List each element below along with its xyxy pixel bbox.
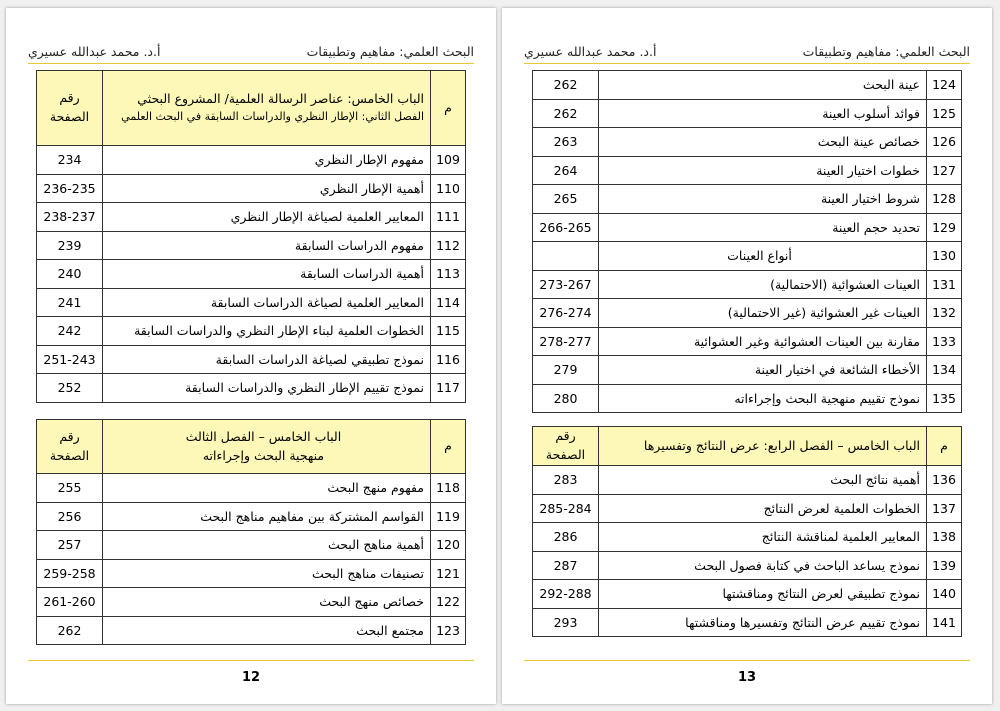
page-left <box>6 8 496 704</box>
header-rule <box>524 63 970 64</box>
entry-number: 132 <box>927 299 962 328</box>
entry-number: 140 <box>927 580 962 609</box>
toc-table <box>36 419 466 645</box>
col-header-title <box>103 420 431 474</box>
entry-page: 264 <box>533 156 599 185</box>
entry-title: أهمية الإطار النظري <box>103 174 431 203</box>
entry-number: 110 <box>431 174 466 203</box>
toc-row <box>533 299 962 328</box>
toc-header-row <box>533 427 962 466</box>
entry-number: 123 <box>431 616 466 645</box>
entry-number: 127 <box>927 156 962 185</box>
entry-page <box>533 242 599 271</box>
entry-number: 133 <box>927 327 962 356</box>
entry-page: 279 <box>533 356 599 385</box>
toc-row <box>533 608 962 637</box>
entry-title: الخطوات العلمية لبناء الإطار النظري والدراسات السابقة <box>103 317 431 346</box>
toc-row <box>533 580 962 609</box>
toc-table <box>532 70 962 413</box>
entry-page: 257 <box>37 531 103 560</box>
toc-row <box>533 551 962 580</box>
chapter-heading: الباب الخامس – الفصل الرابع: عرض النتائج وتفسيرها <box>643 437 920 453</box>
col-header-page-line2: الصفحة <box>545 447 586 462</box>
toc-row <box>533 99 962 128</box>
entry-page: 287 <box>533 551 599 580</box>
toc-row <box>533 327 962 356</box>
entry-title: أهمية مناهج البحث <box>103 531 431 560</box>
header-author: أ.د. محمد عبدالله عسيري <box>524 44 657 59</box>
entry-title: عينة البحث <box>599 71 927 100</box>
col-header-page-line1: رقم <box>555 428 576 444</box>
chapter-heading: الباب الخامس – الفصل الثالث <box>185 428 342 444</box>
entry-number: 115 <box>431 317 466 346</box>
col-header-num: م <box>431 420 466 474</box>
entry-title: فوائد أسلوب العينة <box>599 99 927 128</box>
toc-row <box>37 345 466 374</box>
footer-rule <box>28 660 474 661</box>
col-header-page <box>533 427 599 466</box>
entry-page: 266-265 <box>533 213 599 242</box>
entry-number: 141 <box>927 608 962 637</box>
chapter-heading: الباب الخامس: عناصر الرسالة العلمية/ المشروع البحثي <box>137 91 424 107</box>
col-header-num: م <box>431 71 466 146</box>
entry-page: 280 <box>533 384 599 413</box>
entry-page: 239 <box>37 231 103 260</box>
page-number: 12 <box>241 670 261 685</box>
entry-page: 283 <box>533 466 599 495</box>
toc-header-row <box>37 420 466 474</box>
toc-row <box>37 502 466 531</box>
entry-title: أهمية نتائج البحث <box>599 466 927 495</box>
header-book-title: البحث العلمي: مفاهيم وتطبيقات <box>306 44 474 59</box>
entry-number: 139 <box>927 551 962 580</box>
entry-number: 124 <box>927 71 962 100</box>
toc-row <box>533 466 962 495</box>
entry-number: 125 <box>927 99 962 128</box>
entry-title: القواسم المشتركة بين مفاهيم مناهج البحث <box>103 502 431 531</box>
entry-title: مقارنة بين العينات العشوائية وغير العشوائية <box>599 327 927 356</box>
toc-row <box>533 128 962 157</box>
entry-page: 256 <box>37 502 103 531</box>
entry-number: 136 <box>927 466 962 495</box>
col-header-num: م <box>927 427 962 466</box>
toc-row <box>533 270 962 299</box>
entry-title: مفهوم الدراسات السابقة <box>103 231 431 260</box>
entry-page: 241 <box>37 288 103 317</box>
entry-page: 238-237 <box>37 203 103 232</box>
toc-row <box>37 231 466 260</box>
toc-row <box>533 71 962 100</box>
col-header-page-line1: رقم <box>59 428 80 444</box>
col-header-title <box>599 427 927 466</box>
entry-number: 129 <box>927 213 962 242</box>
entry-number: 130 <box>927 242 962 271</box>
entry-page: 278-277 <box>533 327 599 356</box>
toc-row <box>37 174 466 203</box>
col-header-page <box>37 71 103 146</box>
entry-title: المعايير العلمية لصياغة الإطار النظري <box>103 203 431 232</box>
entry-title: أنواع العينات <box>599 242 927 271</box>
entry-title: نموذج تقييم عرض النتائج وتفسيرها ومناقشتها <box>599 608 927 637</box>
col-header-page <box>37 420 103 474</box>
toc-row <box>37 588 466 617</box>
toc-row <box>37 374 466 403</box>
entry-number: 118 <box>431 474 466 503</box>
footer-rule <box>524 660 970 661</box>
entry-number: 113 <box>431 260 466 289</box>
toc-row <box>37 317 466 346</box>
toc-row <box>533 156 962 185</box>
col-header-page-line2: الصفحة <box>49 447 90 463</box>
entry-page: 255 <box>37 474 103 503</box>
entry-title: تصنيفات مناهج البحث <box>103 559 431 588</box>
entry-page: 234 <box>37 146 103 175</box>
running-header <box>524 44 970 62</box>
entry-number: 119 <box>431 502 466 531</box>
toc-row <box>37 474 466 503</box>
entry-number: 114 <box>431 288 466 317</box>
entry-page: 252 <box>37 374 103 403</box>
entry-page: 273-267 <box>533 270 599 299</box>
entry-number: 116 <box>431 345 466 374</box>
entry-number: 135 <box>927 384 962 413</box>
entry-number: 109 <box>431 146 466 175</box>
entry-page: 276-274 <box>533 299 599 328</box>
entry-title: المعايير العلمية لمناقشة النتائج <box>599 523 927 552</box>
entry-title: المعايير العلمية لصياغة الدراسات السابقة <box>103 288 431 317</box>
entry-title: نموذج يساعد الباحث في كتابة فصول البحث <box>599 551 927 580</box>
toc-row <box>37 203 466 232</box>
entry-title: نموذج تقييم منهجية البحث وإجراءاته <box>599 384 927 413</box>
entry-title: نموذج تطبيقي لعرض النتائج ومناقشتها <box>599 580 927 609</box>
header-book-title: البحث العلمي: مفاهيم وتطبيقات <box>802 44 970 59</box>
entry-number: 111 <box>431 203 466 232</box>
col-header-title <box>103 71 431 146</box>
toc-row <box>533 242 962 271</box>
entry-title: العينات العشوائية (الاحتمالية) <box>599 270 927 299</box>
toc-row <box>37 616 466 645</box>
entry-page: 285-284 <box>533 494 599 523</box>
entry-title: مفهوم منهج البحث <box>103 474 431 503</box>
toc-row <box>533 384 962 413</box>
entry-title: نموذج تقييم الإطار النظري والدراسات السابقة <box>103 374 431 403</box>
entry-title: الأخطاء الشائعة في اختيار العينة <box>599 356 927 385</box>
toc-table <box>532 426 962 637</box>
entry-page: 259-258 <box>37 559 103 588</box>
entry-page: 293 <box>533 608 599 637</box>
entry-number: 117 <box>431 374 466 403</box>
entry-title: خصائص عينة البحث <box>599 128 927 157</box>
toc-row <box>37 288 466 317</box>
entry-number: 112 <box>431 231 466 260</box>
entry-number: 134 <box>927 356 962 385</box>
entry-page: 292-288 <box>533 580 599 609</box>
entry-page: 242 <box>37 317 103 346</box>
toc-row <box>533 356 962 385</box>
entry-page: 262 <box>533 71 599 100</box>
entry-title: مجتمع البحث <box>103 616 431 645</box>
toc-row <box>37 146 466 175</box>
chapter-subheading: الفصل الثاني: الإطار النظري والدراسات السابقة في البحث العلمي <box>121 110 424 124</box>
entry-page: 251-243 <box>37 345 103 374</box>
entry-title: مفهوم الإطار النظري <box>103 146 431 175</box>
entry-number: 131 <box>927 270 962 299</box>
entry-title: خطوات اختيار العينة <box>599 156 927 185</box>
toc-row <box>37 531 466 560</box>
entry-number: 128 <box>927 185 962 214</box>
entry-title: أهمية الدراسات السابقة <box>103 260 431 289</box>
entry-title: العينات غير العشوائية (غير الاحتمالية) <box>599 299 927 328</box>
entry-page: 236-235 <box>37 174 103 203</box>
running-header <box>28 44 474 62</box>
entry-page: 263 <box>533 128 599 157</box>
toc-row <box>533 213 962 242</box>
toc-header-row <box>37 71 466 146</box>
entry-number: 121 <box>431 559 466 588</box>
toc-row <box>533 494 962 523</box>
entry-title: شروط اختيار العينة <box>599 185 927 214</box>
entry-page: 286 <box>533 523 599 552</box>
entry-title: نموذج تطبيقي لصياغة الدراسات السابقة <box>103 345 431 374</box>
header-author: أ.د. محمد عبدالله عسيري <box>28 44 161 59</box>
entry-page: 240 <box>37 260 103 289</box>
entry-title: خصائص منهج البحث <box>103 588 431 617</box>
entry-title: تحديد حجم العينة <box>599 213 927 242</box>
entry-number: 126 <box>927 128 962 157</box>
entry-title: الخطوات العلمية لعرض النتائج <box>599 494 927 523</box>
toc-table <box>36 70 466 403</box>
toc-row <box>533 185 962 214</box>
chapter-subheading: منهجية البحث وإجراءاته <box>202 447 325 463</box>
toc-row <box>533 523 962 552</box>
toc-row <box>37 260 466 289</box>
page-right <box>502 8 992 704</box>
page-number: 13 <box>737 670 757 685</box>
entry-number: 138 <box>927 523 962 552</box>
entry-page: 262 <box>533 99 599 128</box>
entry-page: 262 <box>37 616 103 645</box>
entry-number: 122 <box>431 588 466 617</box>
entry-number: 120 <box>431 531 466 560</box>
col-header-page-line1: رقم <box>59 90 80 106</box>
col-header-page-line2: الصفحة <box>49 109 90 124</box>
header-rule <box>28 63 474 64</box>
entry-page: 261-260 <box>37 588 103 617</box>
toc-row <box>37 559 466 588</box>
entry-page: 265 <box>533 185 599 214</box>
entry-number: 137 <box>927 494 962 523</box>
